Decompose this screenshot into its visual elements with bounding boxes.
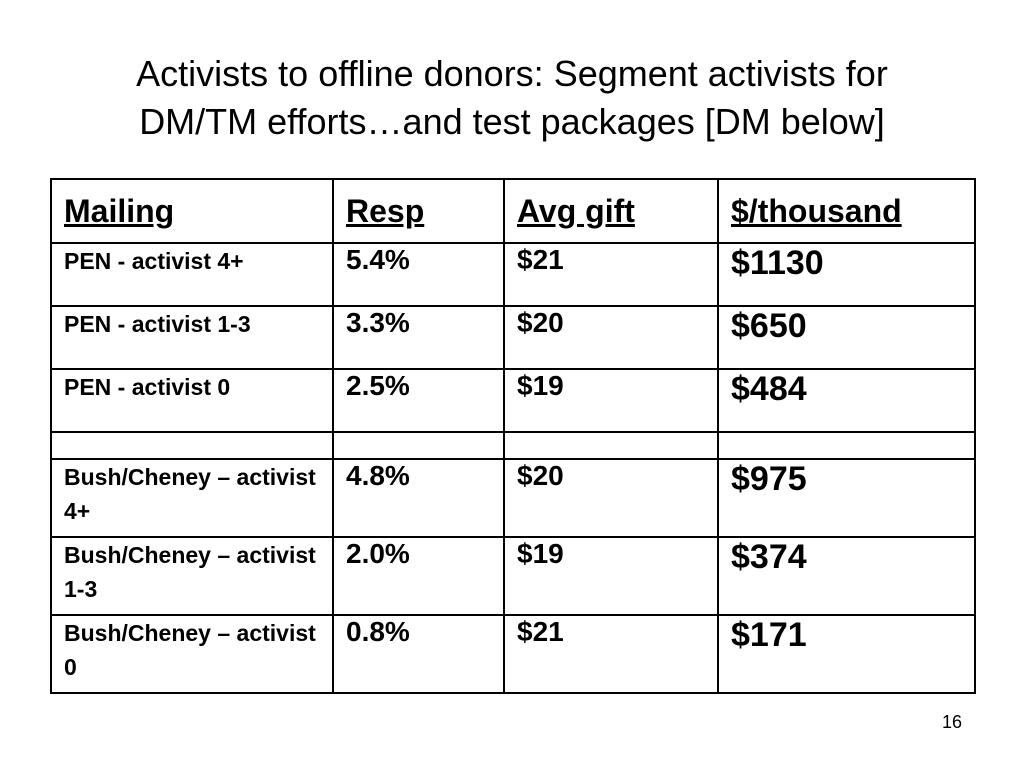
mailing-cell: PEN - activist 4+ — [51, 243, 333, 306]
per-thousand-cell: $171 — [718, 615, 975, 693]
avg-gift-cell — [504, 432, 718, 459]
resp-cell — [333, 432, 504, 459]
mailing-cell — [51, 432, 333, 459]
page-number: 16 — [941, 712, 962, 732]
mailing-cell: Bush/Cheney – activist 1-3 — [51, 537, 333, 615]
resp-cell: 2.5% — [333, 369, 504, 432]
header-mailing: Mailing — [51, 179, 333, 243]
header-per-thousand: $/thousand — [718, 179, 975, 243]
table-row — [51, 537, 975, 615]
resp-cell: 4.8% — [333, 459, 504, 537]
per-thousand-cell: $650 — [718, 306, 975, 369]
per-thousand-cell: $374 — [718, 537, 975, 615]
slide-title — [40, 50, 984, 146]
resp-cell: 3.3% — [333, 306, 504, 369]
table-row — [51, 459, 975, 537]
resp-cell: 0.8% — [333, 615, 504, 693]
table-header-row — [51, 179, 975, 243]
header-avg-gift: Avg gift — [504, 179, 718, 243]
avg-gift-cell: $20 — [504, 306, 718, 369]
slide-title-line-1: Activists to offline donors: Segment activists for — [136, 53, 888, 94]
table-row — [51, 306, 975, 369]
table-row — [51, 369, 975, 432]
header-resp: Resp — [333, 179, 504, 243]
table-row — [51, 243, 975, 306]
slide-title-line-2: DM/TM efforts…and test packages [DM below] — [139, 101, 885, 142]
avg-gift-cell: $20 — [504, 459, 718, 537]
mailing-cell: Bush/Cheney – activist 4+ — [51, 459, 333, 537]
results-table — [50, 178, 976, 694]
avg-gift-cell: $21 — [504, 615, 718, 693]
table-spacer-row — [51, 432, 975, 459]
avg-gift-cell: $19 — [504, 537, 718, 615]
resp-cell: 5.4% — [333, 243, 504, 306]
per-thousand-cell: $975 — [718, 459, 975, 537]
resp-cell: 2.0% — [333, 537, 504, 615]
avg-gift-cell: $21 — [504, 243, 718, 306]
mailing-cell: Bush/Cheney – activist 0 — [51, 615, 333, 693]
per-thousand-cell — [718, 432, 975, 459]
mailing-cell: PEN - activist 0 — [51, 369, 333, 432]
mailing-cell: PEN - activist 1-3 — [51, 306, 333, 369]
per-thousand-cell: $1130 — [718, 243, 975, 306]
table-row — [51, 615, 975, 693]
avg-gift-cell: $19 — [504, 369, 718, 432]
per-thousand-cell: $484 — [718, 369, 975, 432]
